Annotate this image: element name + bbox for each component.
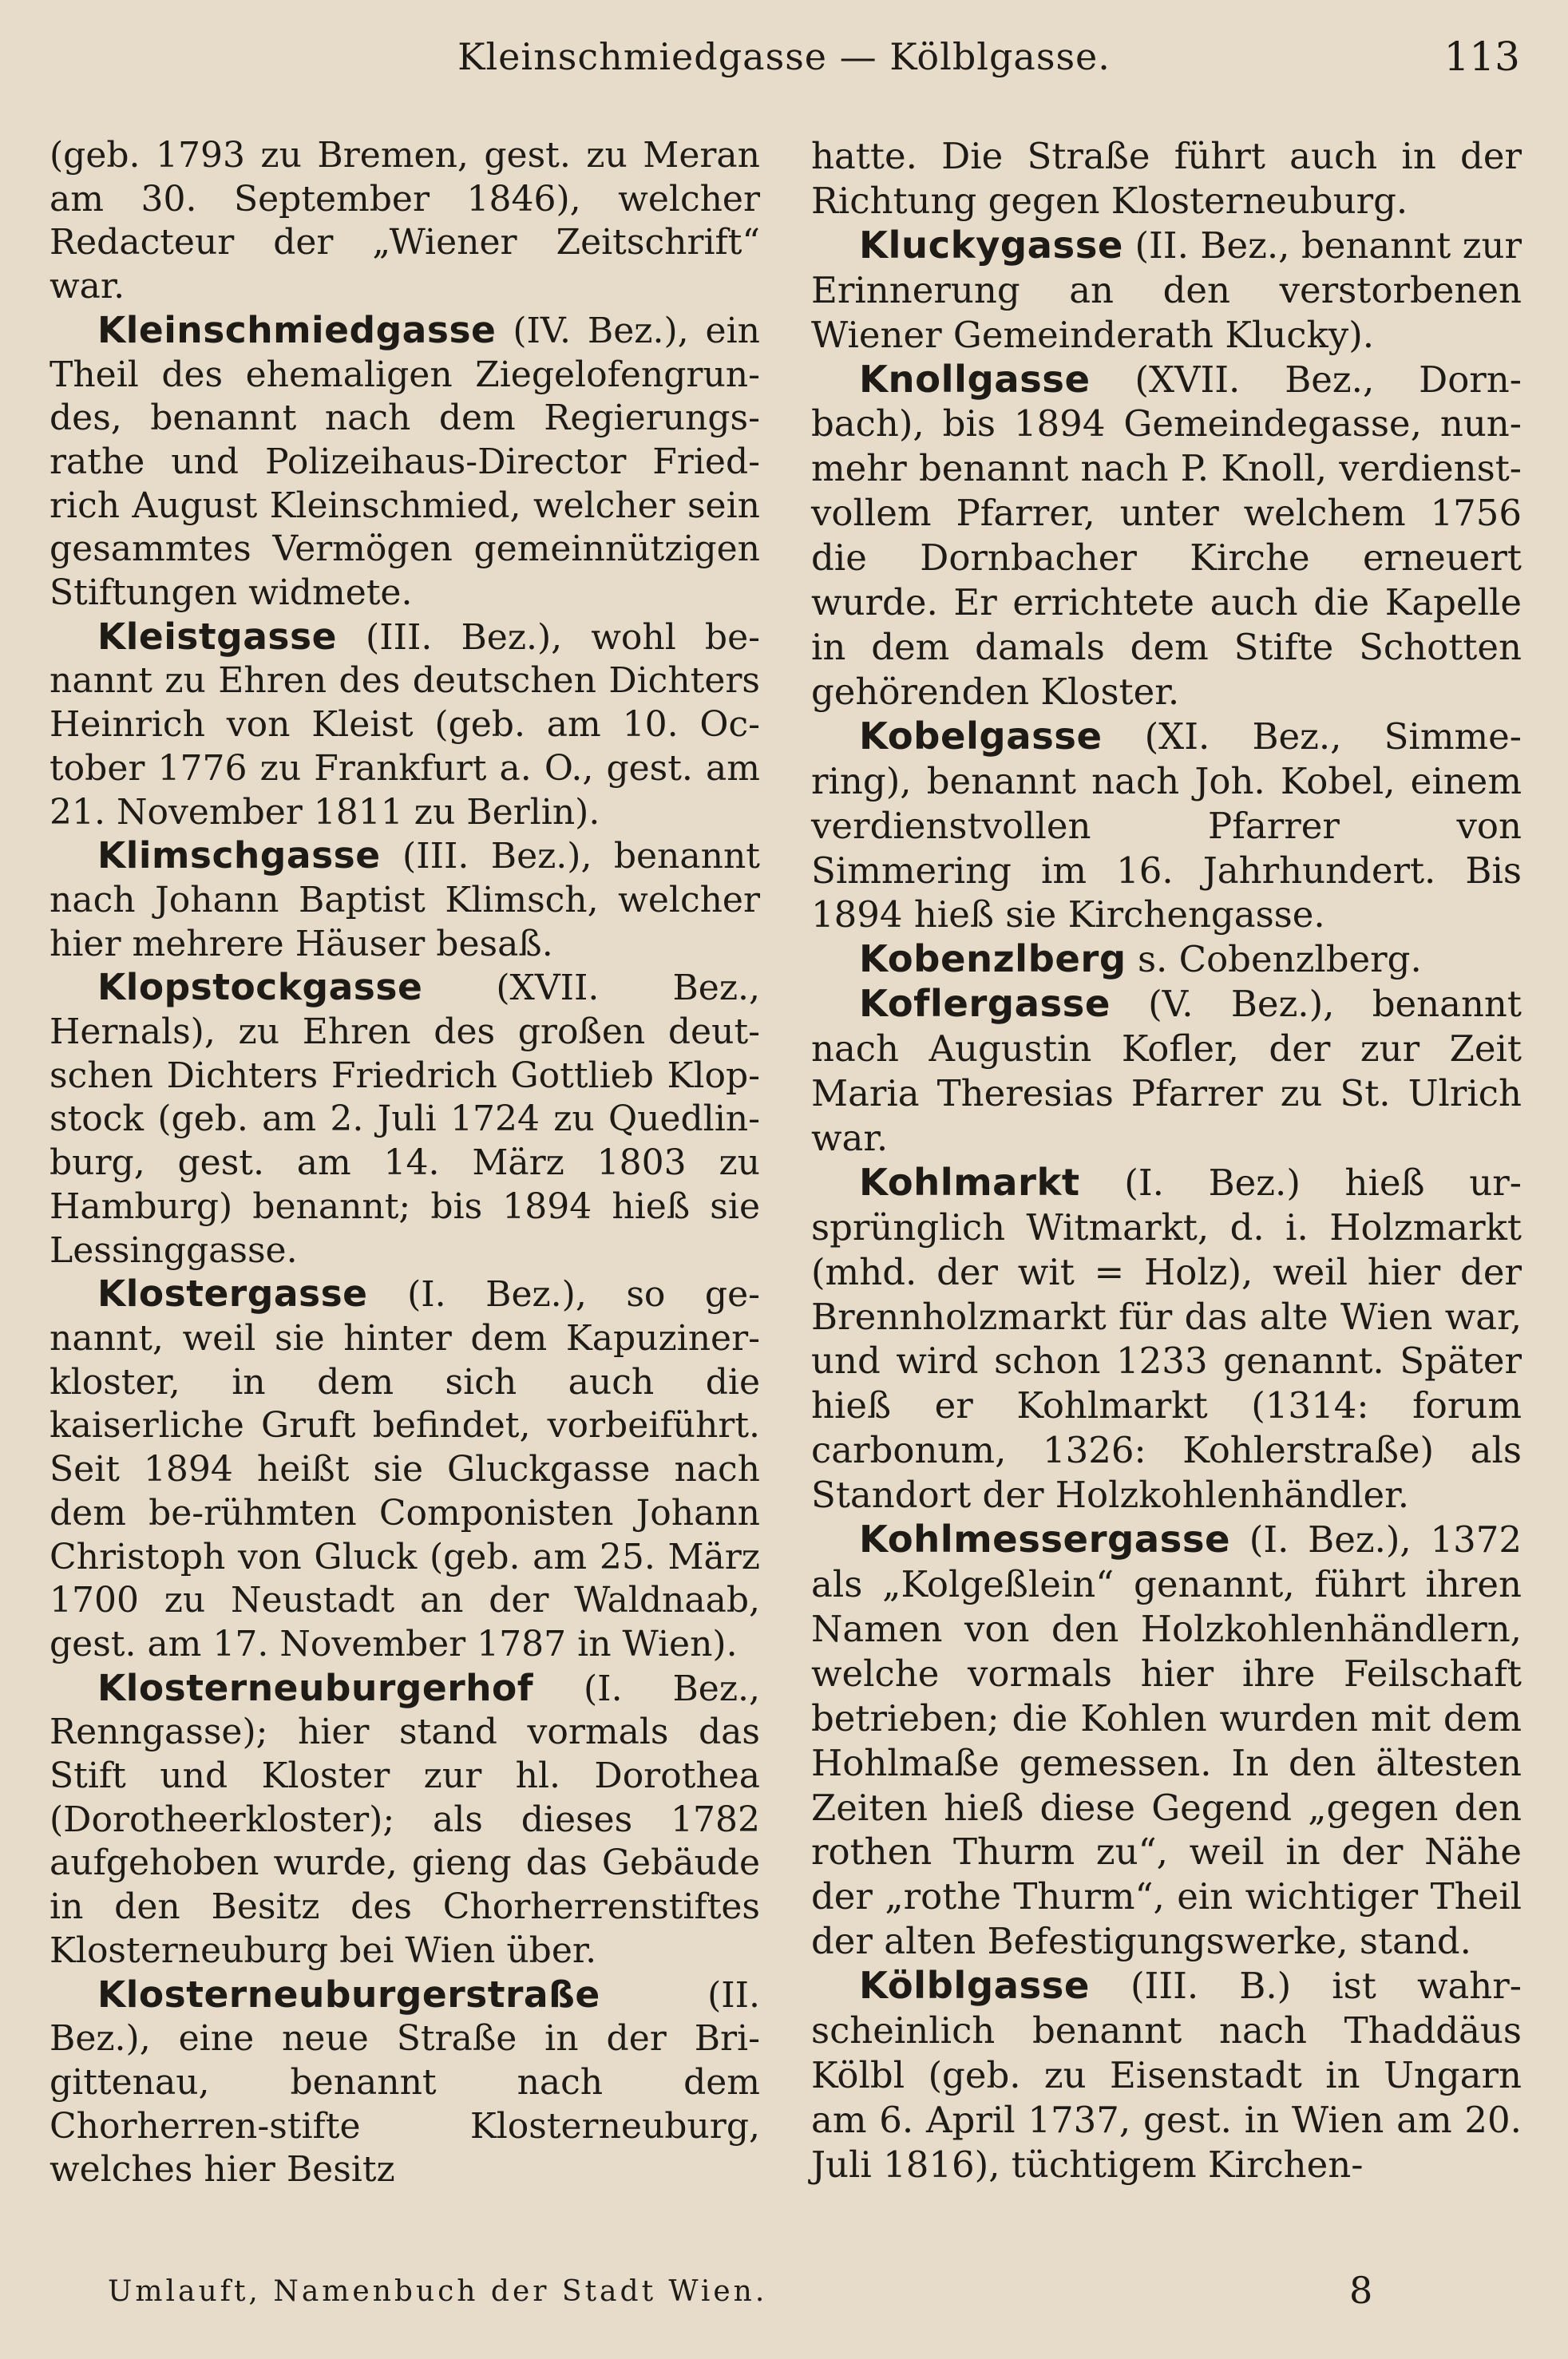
entry-text: (II. Bez.), eine neue Straße in der Bri-gittenau, benannt nach dem Chorherren-stifte Klosterneuburg, welches hier Besitz	[49, 1974, 760, 2191]
entry-headword: Klostergasse	[97, 1273, 368, 1316]
entry-continuation	[811, 134, 1522, 224]
entry-text: (III. Bez.), wohl be-nannt zu Ehren des deutschen Dichters Heinrich von Kleist (geb. am 10. Oc-tober 1776 zu Frankfurt a. O., gest. am 21. November 1811 zu Berlin).	[49, 616, 760, 833]
entry-headword: Kluckygasse	[859, 223, 1123, 267]
entry-headword: Klosterneuburgerhof	[97, 1666, 534, 1709]
page-number: 113	[1443, 34, 1520, 80]
running-title: Kleinschmiedgasse — Kölblgasse.	[457, 35, 1111, 78]
entry-text: hatte. Die Straße führt auch in der Richtung gegen Klosterneuburg.	[811, 135, 1522, 222]
entry-headword: Koflergasse	[859, 982, 1111, 1026]
entry	[811, 224, 1522, 358]
entry-text: (I. Bez.), so ge-nannt, weil sie hinter dem Kapuziner-kloster, in dem sich auch die kaiserliche Gruft befindet, vorbeiführt. Seit 1894 heißt sie Gluckgasse nach dem be-rühmten Componisten Johann Christoph von Gluck (geb. am 25. März 1700 zu Neustadt an der Waldnaab, gest. am 17. November 1787 in Wien).	[49, 1274, 760, 1664]
entry	[49, 1973, 760, 2193]
entry-headword: Kölblgasse	[859, 1964, 1090, 2008]
entry-text: (XVII. Bez., Dorn-bach), bis 1894 Gemeindegasse, nun-mehr benannt nach P. Knoll, verdienst-vollem Pfarrer, unter welchem 1756 die Dornbacher Kirche erneuert wurde. Er errichtete auch die Kapelle in dem damals dem Stifte Schotten gehörenden Kloster.	[811, 358, 1522, 713]
entry-text: (III. B.) ist wahr-scheinlich benannt nach Thaddäus Kölbl (geb. zu Eisenstadt in Ungarn am 6. April 1737, gest. in Wien am 20. Juli 1816), tüchtigem Kirchen-	[811, 1965, 1522, 2186]
page-header	[0, 30, 1568, 86]
entry	[49, 834, 760, 966]
entry-text: (XVII. Bez., Hernals), zu Ehren des großen deut-schen Dichters Friedrich Gottlieb Klop-stock (geb. am 2. Juli 1724 zu Quedlin-burg, gest. am 14. März 1803 zu Hamburg) benannt; bis 1894 hieß sie Lessinggasse.	[49, 968, 760, 1271]
entry	[49, 309, 760, 615]
entry-text: (IV. Bez.), ein Theil des ehemaligen Ziegelofengrun-des, benannt nach dem Regierungs-rathe und Polizeihaus-Director Fried-rich August Kleinschmied, welcher sein gesammtes Vermögen gemeinnützigen Stiftungen widmete.	[49, 310, 760, 614]
entry-headword: Knollgasse	[859, 357, 1091, 401]
right-column	[811, 134, 1522, 2187]
entry	[49, 1667, 760, 1973]
entry	[811, 1518, 1522, 1964]
entry	[811, 358, 1522, 714]
entry-text: (I. Bez.), 1372 als „Kolgeßlein“ genannt, führt ihren Namen von den Holzkohlenhändlern, welche vormals hier ihre Feilschaft betrieben; die Kohlen wurden mit dem Hohlmaße gemessen. In den ältesten Zeiten hieß diese Gegend „gegen den rothen Thurm zu“, weil in der Nähe der „rothe Thurm“, ein wichtiger Theil der alten Befestigungswerke, stand.	[811, 1518, 1522, 1963]
entry-text: s. Cobenzlberg.	[1126, 938, 1422, 981]
entry-headword: Klosterneuburgerstraße	[97, 1973, 600, 2016]
entry-text: (I. Bez., Renngasse); hier stand vormals das Stift und Kloster zur hl. Dorothea (Dorotheerkloster); als dieses 1782 aufgehoben wurde, gieng das Gebäude in den Besitz des Chorherrenstiftes Klosterneuburg bei Wien über.	[49, 1668, 760, 1971]
entry-headword: Kohlmessergasse	[859, 1518, 1231, 1561]
entry-headword: Kobenzlberg	[859, 937, 1127, 981]
entry-headword: Klopstockgasse	[97, 966, 423, 1009]
left-column	[49, 134, 760, 2192]
entry-text: (II. Bez., benannt zur Erinnerung an den verstorbenen Wiener Gemeinderath Klucky).	[811, 224, 1522, 356]
entry-text: (geb. 1793 zu Bremen, gest. zu Meran am 30. September 1846), welcher Redacteur der „Wiener Zeitschrift“ war.	[49, 135, 760, 307]
entry	[811, 982, 1522, 1161]
entry-text: (I. Bez.) hieß ur-sprünglich Witmarkt, d. i. Holzmarkt (mhd. der wit = Holz), weil hier der Brennholzmarkt für das alte Wien war, und wird schon 1233 genannt. Später hieß er Kohlmarkt (1314: forum carbonum, 1326: Kohlerstraße) als Standort der Holzkohlenhändler.	[811, 1161, 1522, 1517]
imprint-line: Umlauft, Namenbuch der Stadt Wien.	[108, 2275, 768, 2308]
entry	[49, 1273, 760, 1666]
signature-mark: 8	[1349, 2269, 1373, 2312]
entry-headword: Klimschgasse	[97, 834, 381, 877]
page-footer	[0, 2269, 1568, 2323]
entry-continuation	[49, 134, 760, 309]
entry	[811, 1161, 1522, 1518]
entry-headword: Kleistgasse	[97, 615, 337, 658]
entry-text: (XI. Bez., Simme-ring), benannt nach Joh. Kobel, einem verdienstvollen Pfarrer von Simmering im 16. Jahrhundert. Bis 1894 hieß sie Kirchengasse.	[811, 714, 1522, 936]
entry-text: (III. Bez.), benannt nach Johann Baptist Klimsch, welcher hier mehrere Häuser besaß.	[49, 836, 760, 964]
entry-headword: Kohlmarkt	[859, 1160, 1080, 1204]
entry-headword: Kleinschmiedgasse	[97, 308, 497, 351]
entry	[49, 615, 760, 835]
entry	[811, 937, 1522, 982]
entry-headword: Kobelgasse	[859, 714, 1103, 758]
entry	[811, 714, 1522, 938]
entry-text: (V. Bez.), benannt nach Augustin Kofler, der zur Zeit Maria Theresias Pfarrer zu St. Ulrich war.	[811, 983, 1522, 1159]
entry	[49, 966, 760, 1273]
entry	[811, 1964, 1522, 2187]
